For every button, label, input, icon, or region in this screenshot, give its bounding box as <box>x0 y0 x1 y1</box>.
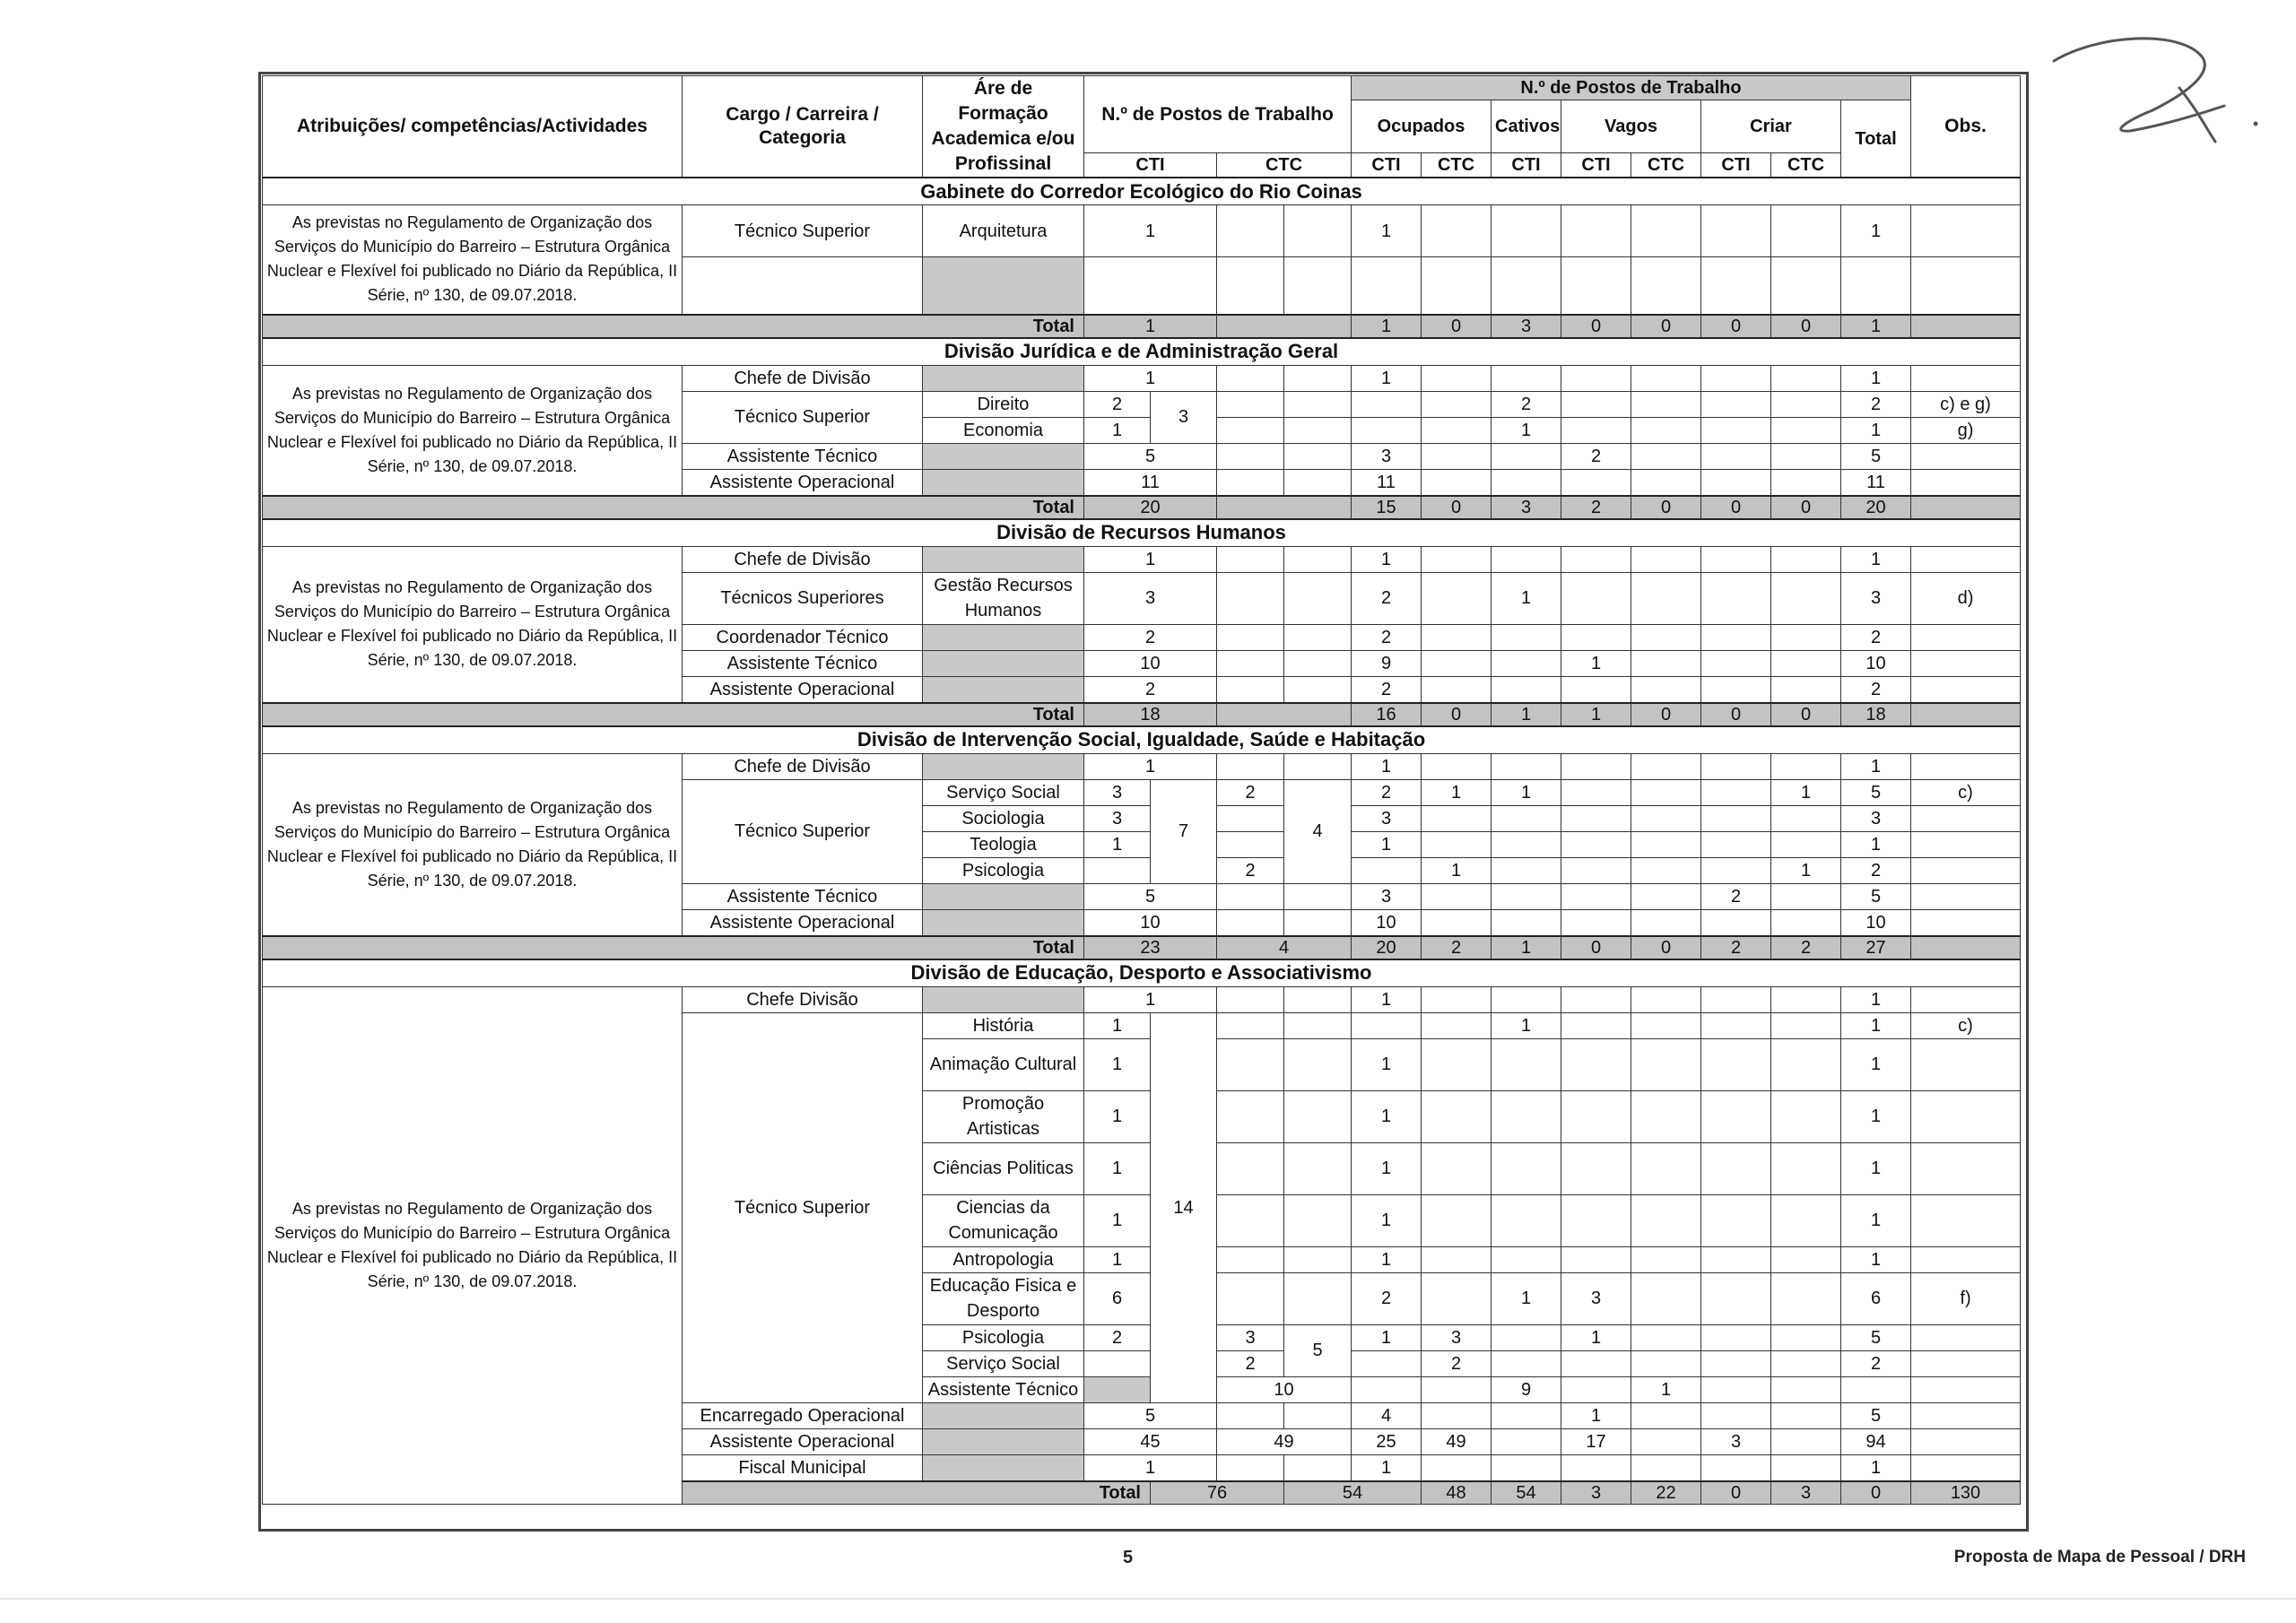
cell: 25 <box>1352 1428 1422 1454</box>
cell: 2 <box>1841 624 1911 650</box>
total-label: Total <box>263 496 1084 519</box>
cargo: Chefe de Divisão <box>683 365 923 391</box>
cargo: Assistente Técnico <box>683 883 923 909</box>
footer-text: Proposta de Mapa de Pessoal / DRH <box>1953 1548 2246 1567</box>
cell: 5 <box>1841 1324 1911 1350</box>
cell: 2 <box>1771 936 1841 959</box>
cell: 1 <box>1084 205 1217 257</box>
cell: 2 <box>1841 857 1911 883</box>
cell: 1 <box>1084 315 1217 338</box>
cell: 1 <box>1084 1142 1151 1194</box>
cell: 0 <box>1561 315 1631 338</box>
cell: 1 <box>1631 1376 1701 1402</box>
cell: 5 <box>1841 443 1911 469</box>
attr-text: As previstas no Regulamento de Organização dos Serviços do Município do Barreiro – Estrutura Orgânica Nuclear e Flexível foi publicado no Diário da República, II Série, nº 130, de 09.07.2018. <box>263 205 683 315</box>
cell: 23 <box>1084 936 1217 959</box>
cell: 2 <box>1217 857 1284 883</box>
obs: c) e g) <box>1911 391 2021 417</box>
cell: 2 <box>1841 676 1911 703</box>
cell: 0 <box>1701 1481 1771 1505</box>
header-ctc: CTC <box>1217 153 1352 178</box>
cell: 0 <box>1701 496 1771 519</box>
cargo: Técnico Superior <box>683 205 923 257</box>
cargo: Assistente Operacional <box>683 1428 923 1454</box>
cargo: Técnico Superior <box>683 1012 923 1402</box>
cell: 1 <box>1352 1038 1422 1090</box>
cell: 1 <box>1352 1324 1422 1350</box>
header-cri-cti: CTI <box>1701 153 1771 178</box>
area: Psicologia <box>923 857 1084 883</box>
area: Serviço Social <box>923 779 1084 805</box>
area: História <box>923 1012 1084 1038</box>
cell: 1 <box>1841 205 1911 257</box>
cell <box>1217 496 1352 519</box>
area: Promoção Artisticas <box>923 1090 1084 1142</box>
cell: 1 <box>1084 546 1217 572</box>
cell: 1 <box>1084 1012 1151 1038</box>
cell: 11 <box>1352 469 1422 496</box>
area: Ciências Politicas <box>923 1142 1084 1194</box>
cell: 1 <box>1422 857 1492 883</box>
cell: 27 <box>1841 936 1911 959</box>
area: Animação Cultural <box>923 1038 1084 1090</box>
cell: 1 <box>1492 936 1561 959</box>
cell: 3 <box>1084 779 1151 805</box>
cell: 1 <box>1841 753 1911 779</box>
cell: 0 <box>1422 703 1492 726</box>
total-row <box>263 936 2021 959</box>
cell: 1 <box>1841 1012 1911 1038</box>
area: Serviço Social <box>923 1350 1084 1376</box>
page-number: 5 <box>1123 1548 1134 1567</box>
total-label: Total <box>263 936 1084 959</box>
area: Educação Fisica e Desporto <box>923 1272 1084 1324</box>
cell: 16 <box>1352 703 1422 726</box>
total-label: Total <box>263 315 1084 338</box>
cell: 1 <box>1084 417 1151 443</box>
cell: 1 <box>1841 1090 1911 1142</box>
cell: 76 <box>1151 1481 1284 1505</box>
cell: 0 <box>1771 703 1841 726</box>
cell: 2 <box>1701 883 1771 909</box>
cell: 0 <box>1631 315 1701 338</box>
cell: 2 <box>1217 779 1284 805</box>
cell: 2 <box>1217 1350 1284 1376</box>
cell: 10 <box>1217 1376 1352 1402</box>
obs: c) <box>1911 1012 2021 1038</box>
cell: 1 <box>1352 1142 1422 1194</box>
cell: 1 <box>1561 703 1631 726</box>
area: Sociologia <box>923 805 1084 831</box>
cell: 1 <box>1352 1090 1422 1142</box>
area: Arquitetura <box>923 205 1084 257</box>
cell: 2 <box>1561 443 1631 469</box>
cargo: Encarregado Operacional <box>683 1402 923 1428</box>
cell: 1 <box>1084 753 1217 779</box>
cell: 3 <box>1841 572 1911 624</box>
cell: 48 <box>1422 1481 1492 1505</box>
header-attr: Atribuições/ competências/Actividades <box>263 76 683 178</box>
cell: 1 <box>1084 1194 1151 1246</box>
header-vagos: Vagos <box>1561 100 1701 153</box>
cell: 1 <box>1841 315 1911 338</box>
cell: 4 <box>1284 779 1352 883</box>
cell: 1 <box>1422 779 1492 805</box>
cell: 1 <box>1561 650 1631 676</box>
header-total: Total <box>1841 100 1911 178</box>
cell: 94 <box>1841 1428 1911 1454</box>
total-label: Total <box>683 1481 1151 1505</box>
header-obs: Obs. <box>1911 76 2021 178</box>
cell: 3 <box>1422 1324 1492 1350</box>
area: Psicologia <box>923 1324 1084 1350</box>
cell: 7 <box>1151 779 1217 883</box>
obs: g) <box>1911 417 2021 443</box>
cell: 10 <box>1841 909 1911 936</box>
cell: 5 <box>1841 883 1911 909</box>
header-npostos-2: N.º de Postos de Trabalho <box>1352 76 1911 100</box>
cell: 1 <box>1841 831 1911 857</box>
obs: c) <box>1911 779 2021 805</box>
cell: 10 <box>1352 909 1422 936</box>
header-oc-ctc: CTC <box>1422 153 1492 178</box>
cell: 20 <box>1841 496 1911 519</box>
cell: 45 <box>1084 1428 1217 1454</box>
area: Gestão Recursos Humanos <box>923 572 1084 624</box>
cell: 2 <box>1352 779 1422 805</box>
signature-mark <box>2045 25 2278 160</box>
header-cat-cti: CTI <box>1492 153 1561 178</box>
cell: 3 <box>1084 805 1151 831</box>
cell: 0 <box>1701 315 1771 338</box>
cell: 1 <box>1352 205 1422 257</box>
cell: 1 <box>1841 1142 1911 1194</box>
cell: 5 <box>1841 1402 1911 1428</box>
cell: 1 <box>1352 315 1422 338</box>
section-title: Divisão de Recursos Humanos <box>263 519 2021 547</box>
cell: 2 <box>1084 1324 1151 1350</box>
cell: 18 <box>1841 703 1911 726</box>
cell: 1 <box>1492 1272 1561 1324</box>
cell: 0 <box>1422 496 1492 519</box>
cell: 2 <box>1084 391 1151 417</box>
section-title: Gabinete do Corredor Ecológico do Rio Coinas <box>263 178 2021 205</box>
cell: 2 <box>1352 624 1422 650</box>
cell: 3 <box>1151 391 1217 443</box>
cell: 1 <box>1841 417 1911 443</box>
cell: 5 <box>1841 779 1911 805</box>
cell: 3 <box>1352 805 1422 831</box>
cell: 5 <box>1284 1324 1352 1376</box>
cell: 5 <box>1084 443 1217 469</box>
cell: 3 <box>1561 1481 1631 1505</box>
attr-text: As previstas no Regulamento de Organização dos Serviços do Município do Barreiro – Estrutura Orgânica Nuclear e Flexível foi publicado no Diário da República, II Série, nº 130, de 09.07.2018. <box>263 365 683 496</box>
cell: 3 <box>1084 572 1217 624</box>
cell: 1 <box>1492 572 1561 624</box>
header-cri-ctc: CTC <box>1771 153 1841 178</box>
cell: 6 <box>1084 1272 1151 1324</box>
cell: 1 <box>1084 831 1151 857</box>
cell: 130 <box>1911 1481 2021 1505</box>
cell: 0 <box>1561 936 1631 959</box>
cell: 2 <box>1352 572 1422 624</box>
cell: 1 <box>1841 1194 1911 1246</box>
cell: 1 <box>1352 1454 1422 1481</box>
cell: 3 <box>1217 1324 1284 1350</box>
cell: 0 <box>1631 496 1701 519</box>
attr-text: As previstas no Regulamento de Organização dos Serviços do Município do Barreiro – Estrutura Orgânica Nuclear e Flexível foi publicado no Diário da República, II Série, nº 130, de 09.07.2018. <box>263 986 683 1504</box>
cell: 18 <box>1084 703 1217 726</box>
cell: 1 <box>1352 831 1422 857</box>
cargo: Assistente Técnico <box>683 443 923 469</box>
cell: 10 <box>1084 909 1217 936</box>
cell: 1 <box>1084 1090 1151 1142</box>
cell: 10 <box>1841 650 1911 676</box>
cell: 1 <box>1492 417 1561 443</box>
cell: 1 <box>1841 365 1911 391</box>
area: Direito <box>923 391 1084 417</box>
cell: 1 <box>1084 1454 1217 1481</box>
cell: 2 <box>1422 1350 1492 1376</box>
attr-text: As previstas no Regulamento de Organização dos Serviços do Município do Barreiro – Estrutura Orgânica Nuclear e Flexível foi publicado no Diário da República, II Série, nº 130, de 09.07.2018. <box>263 546 683 703</box>
header-criar: Criar <box>1701 100 1841 153</box>
cell: 20 <box>1352 936 1422 959</box>
cargo: Coordenador Técnico <box>683 624 923 650</box>
cell: 2 <box>1422 936 1492 959</box>
staff-map-table <box>262 75 2021 1505</box>
cell: 15 <box>1352 496 1422 519</box>
cargo: Assistente Operacional <box>683 469 923 496</box>
total-row <box>263 496 2021 519</box>
section-title: Divisão de Intervenção Social, Igualdade, Saúde e Habitação <box>263 726 2021 754</box>
cargo: Técnicos Superiores <box>683 572 923 624</box>
page-edge <box>0 1598 2296 1600</box>
total-row <box>263 703 2021 726</box>
obs: f) <box>1911 1272 2021 1324</box>
cell: 2 <box>1492 391 1561 417</box>
obs: d) <box>1911 572 2021 624</box>
cell: 1 <box>1841 986 1911 1012</box>
cell: 1 <box>1352 1246 1422 1272</box>
cell: 1 <box>1561 1402 1631 1428</box>
header-cargo: Cargo / Carreira / Categoria <box>683 76 923 178</box>
cell: 3 <box>1841 805 1911 831</box>
header-vag-ctc: CTC <box>1631 153 1701 178</box>
cell: 1 <box>1771 779 1841 805</box>
header-oc-cti: CTI <box>1352 153 1422 178</box>
cell: 2 <box>1841 1350 1911 1376</box>
cell: 2 <box>1084 624 1217 650</box>
cell: 1 <box>1841 546 1911 572</box>
section-title: Divisão Jurídica e de Administração Geral <box>263 338 2021 366</box>
cell: 54 <box>1284 1481 1422 1505</box>
cargo: Chefe de Divisão <box>683 753 923 779</box>
cell: 0 <box>1422 315 1492 338</box>
cell <box>1217 703 1352 726</box>
cell: 5 <box>1084 1402 1217 1428</box>
cargo: Técnico Superior <box>683 779 923 883</box>
cell: 1 <box>1771 857 1841 883</box>
cell: 14 <box>1151 1012 1217 1402</box>
area: Economia <box>923 417 1084 443</box>
cell: 11 <box>1841 469 1911 496</box>
cell: 1 <box>1492 703 1561 726</box>
header-vag-cti: CTI <box>1561 153 1631 178</box>
cell: 1 <box>1352 753 1422 779</box>
cell: 2 <box>1701 936 1771 959</box>
area: Antropologia <box>923 1246 1084 1272</box>
cell: 1 <box>1841 1038 1911 1090</box>
cargo: Assistente Técnico <box>683 650 923 676</box>
cell: 1 <box>1084 365 1217 391</box>
cell: 1 <box>1841 1246 1911 1272</box>
cell: 1 <box>1561 1324 1631 1350</box>
cell: 1 <box>1084 986 1217 1012</box>
cell: 4 <box>1217 936 1352 959</box>
cell: 1 <box>1084 1038 1151 1090</box>
cargo: Chefe de Divisão <box>683 546 923 572</box>
cargo: Técnico Superior <box>683 391 923 443</box>
cell: 0 <box>1631 703 1701 726</box>
cell: 1 <box>1492 1012 1561 1038</box>
cell: 17 <box>1561 1428 1631 1454</box>
header-ocupados: Ocupados <box>1352 100 1492 153</box>
cargo: Fiscal Municipal <box>683 1454 923 1481</box>
cell: 2 <box>1352 1272 1422 1324</box>
cell: 1 <box>1084 1246 1151 1272</box>
cell: 1 <box>1352 986 1422 1012</box>
cell: 0 <box>1841 1481 1911 1505</box>
cell: 0 <box>1631 936 1701 959</box>
cell: 0 <box>1771 315 1841 338</box>
section-title: Divisão de Educação, Desporto e Associativismo <box>263 959 2021 987</box>
cell: 6 <box>1841 1272 1911 1324</box>
cell: 1 <box>1492 779 1561 805</box>
cell <box>1217 315 1352 338</box>
area: Ciencias da Comunicação <box>923 1194 1084 1246</box>
cell: 49 <box>1422 1428 1492 1454</box>
cell: 3 <box>1701 1428 1771 1454</box>
cell: 1 <box>1352 365 1422 391</box>
cell: 49 <box>1217 1428 1352 1454</box>
cell: 0 <box>1771 496 1841 519</box>
cell: 22 <box>1631 1481 1701 1505</box>
cell: 20 <box>1084 496 1217 519</box>
header-cativos: Cativos <box>1492 100 1561 153</box>
cell: 2 <box>1084 676 1217 703</box>
cell: 2 <box>1561 496 1631 519</box>
cargo: Assistente Operacional <box>683 909 923 936</box>
cell: 1 <box>1841 1454 1911 1481</box>
cell: 9 <box>1492 1376 1561 1402</box>
total-row <box>263 315 2021 338</box>
cell: 1 <box>1352 546 1422 572</box>
cell: 0 <box>1701 703 1771 726</box>
header-area: Áre de Formação Academica e/ou Profissinal <box>923 76 1084 178</box>
cell: 3 <box>1352 443 1422 469</box>
attr-text: As previstas no Regulamento de Organização dos Serviços do Município do Barreiro – Estrutura Orgânica Nuclear e Flexível foi publicado no Diário da República, II Série, nº 130, de 09.07.2018. <box>263 753 683 936</box>
total-label: Total <box>263 703 1084 726</box>
cargo: Chefe Divisão <box>683 986 923 1012</box>
header-npostos: N.º de Postos de Trabalho <box>1084 76 1352 153</box>
cargo: Assistente Técnico <box>923 1376 1084 1402</box>
cell: 10 <box>1084 650 1217 676</box>
header-row-1 <box>263 76 2021 100</box>
cell: 3 <box>1492 315 1561 338</box>
cargo: Assistente Operacional <box>683 676 923 703</box>
header-cti: CTI <box>1084 153 1217 178</box>
cell: 11 <box>1084 469 1217 496</box>
cell: 1 <box>1352 1194 1422 1246</box>
cell: 9 <box>1352 650 1422 676</box>
cell: 5 <box>1084 883 1217 909</box>
cell: 3 <box>1771 1481 1841 1505</box>
cell: 3 <box>1492 496 1561 519</box>
cell: 2 <box>1841 391 1911 417</box>
cell: 3 <box>1352 883 1422 909</box>
cell: 4 <box>1352 1402 1422 1428</box>
cell: 54 <box>1492 1481 1561 1505</box>
cell: 3 <box>1561 1272 1631 1324</box>
cell: 2 <box>1352 676 1422 703</box>
area: Teologia <box>923 831 1084 857</box>
